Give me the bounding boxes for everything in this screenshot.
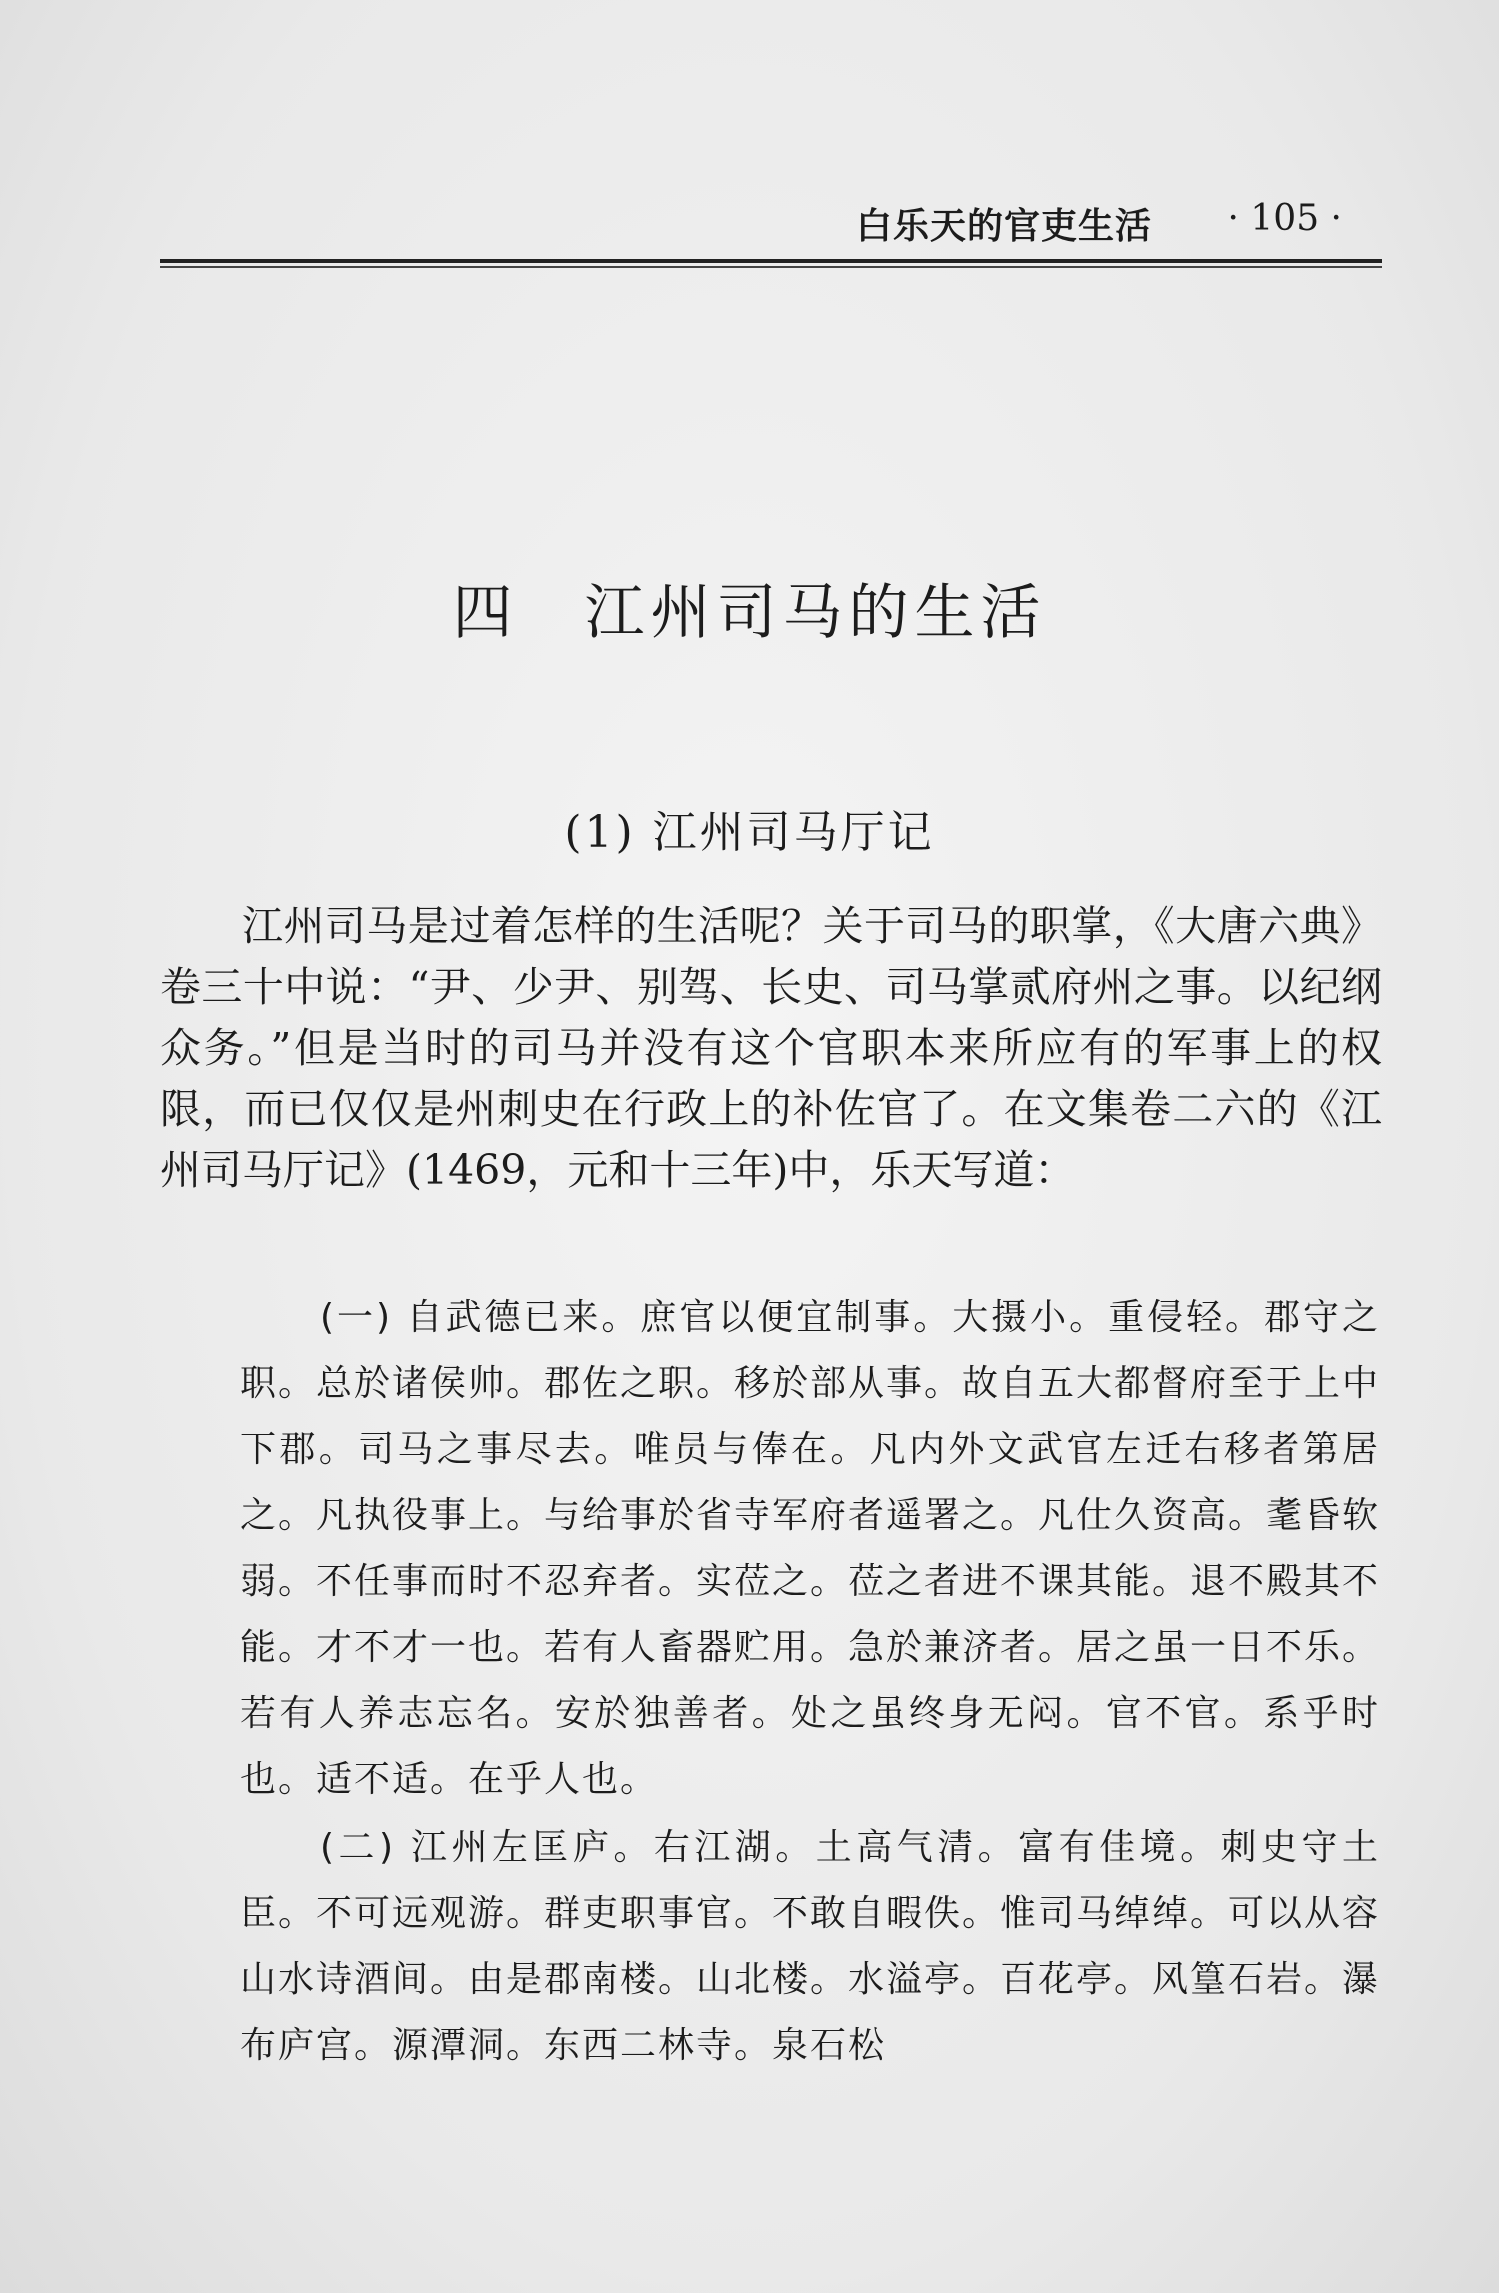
body-paragraph: 江州司马是过着怎样的生活呢？关于司马的职掌，《大唐六典》卷三十中说：“尹、少尹、别驾、长史、司马掌贰府州之事。以纪纲众务。”但是当时的司马并没有这个官职本来所应有的军事上的权限，而已仅仅是州刺史在行政上的补佐官了。在文集卷二六的《江州司马厅记》(1469，元和十三年)中，乐天写道： xyxy=(160,902,1382,1194)
quote-paragraph-2: (二) 江州左匡庐。右江湖。土高气清。富有佳境。刺史守土臣。不可远观游。群吏职事官。不敢自暇佚。惟司马绰绰。可以从容山水诗酒间。由是郡南楼。山北楼。水溢亭。百花亭。风篁石岩。瀑布庐宫。源潭洞。东西二林寺。泉石松 xyxy=(240,1827,1381,2066)
chapter-title: 四 江州司马的生活 xyxy=(452,578,1047,648)
body-text xyxy=(160,896,1382,1201)
quote-paragraph-1: (一) 自武德已来。庶官以便宜制事。大摄小。重侵轻。郡守之职。总於诸侯帅。郡佐之职。移於部从事。故自五大都督府至于上中下郡。司马之事尽去。唯员与俸在。凡内外文武官左迁右移者第居之。凡执役事上。与给事於省寺军府者遥署之。凡仕久资高。耄昏软弱。不任事而时不忍弃者。实莅之。莅之者进不课其能。退不殿其不能。才不才一也。若有人畜器贮用。急於兼济者。居之虽一日不乐。若有人养志忘名。安於独善者。处之虽终身无闷。官不官。系乎时也。适不适。在乎人也。 xyxy=(240,1297,1381,1800)
running-header xyxy=(160,196,1382,256)
header-rule-thin xyxy=(160,266,1382,268)
quoted-passage xyxy=(240,1285,1380,2079)
section-title: (1) 江州司马厅记 xyxy=(564,807,935,858)
page-number: · 105 · xyxy=(1227,198,1342,239)
header-rule-thick xyxy=(160,259,1382,263)
running-header-title: 白乐天的官吏生活 xyxy=(855,206,1152,247)
